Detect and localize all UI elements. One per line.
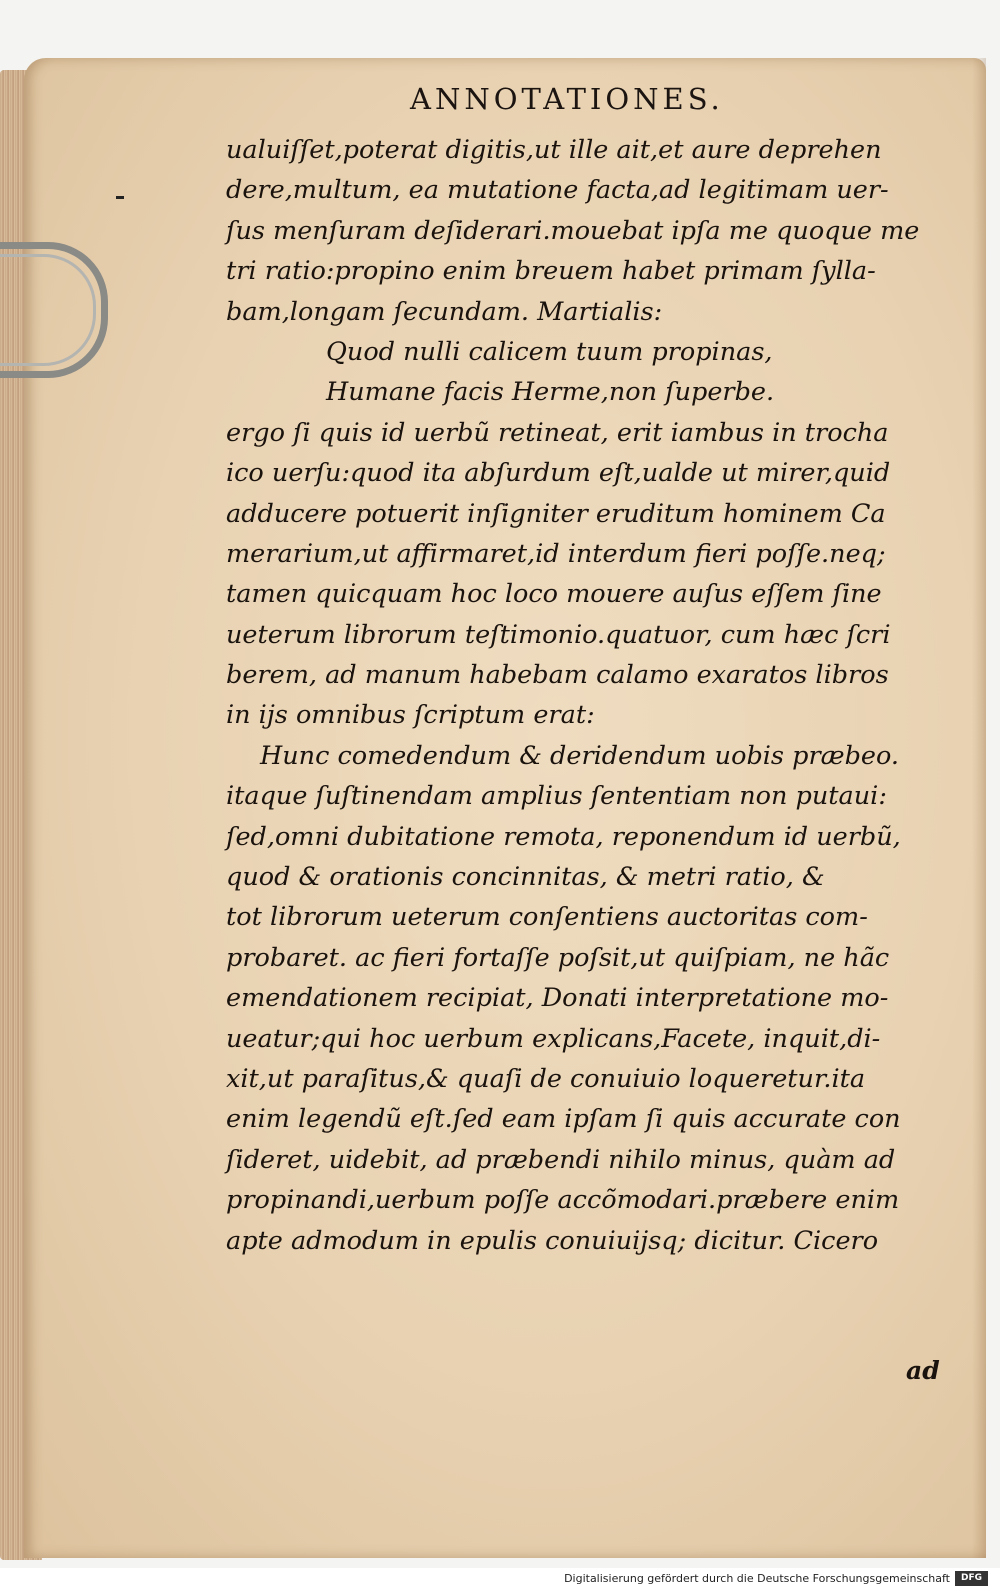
text-line: tot librorum ueterum conſentiens auctoritas com- xyxy=(226,902,868,933)
text-line: ueatur;qui hoc uerbum explicans,Facete, inquit,di- xyxy=(226,1023,881,1054)
funding-credit: Digitalisierung gefördert durch die Deutsche Forschungsgemeinschaft xyxy=(564,1572,950,1585)
text-line: apte admodum in epulis conuiuijsq; dicitur. Cicero xyxy=(226,1225,879,1256)
text-line: ergo ſi quis id uerbũ retineat, erit iambus in trocha xyxy=(226,417,889,448)
text-line: ico uerſu:quod ita abſurdum eſt,ualde ut mirer,quid xyxy=(226,458,891,489)
catchword: ad xyxy=(906,1356,940,1385)
margin-mark xyxy=(116,196,124,199)
text-line: tri ratio:propino enim breuem habet primam ſylla- xyxy=(226,256,876,287)
text-line: quod & orationis concinnitas, & metri ratio, & xyxy=(226,862,825,893)
paper-clip-inner xyxy=(0,254,96,366)
text-line: ualuiſſet,poterat digitis,ut ille ait,et aure deprehen xyxy=(226,135,882,165)
text-line: emendationem recipiat, Donati interpretatione mo- xyxy=(226,983,889,1014)
text-line: itaque ſuſtinendam amplius ſententiam non putaui: xyxy=(226,781,887,812)
body-text xyxy=(226,130,946,1261)
text-line: merarium,ut affirmaret,id interdum fieri poſſe.neq; xyxy=(226,538,886,569)
running-head: ANNOTATIONES. xyxy=(410,82,724,116)
text-line: Hunc comedendum & deridendum uobis præbeo. xyxy=(260,740,900,771)
text-line: ſus menſuram deſiderari.mouebat ipſa me quoque me xyxy=(226,215,920,246)
dfg-logo-icon: DFG xyxy=(955,1571,988,1586)
text-line: ſed,omni dubitatione remota, reponendum id uerbũ, xyxy=(226,821,901,852)
text-line: tamen quicquam hoc loco mouere auſus eſſem ſine xyxy=(226,579,882,610)
text-line: enim legendũ eſt.ſed eam ipſam ſi quis accurate con xyxy=(226,1104,901,1135)
footer-bar xyxy=(0,1568,1000,1591)
page-shadow xyxy=(972,58,986,1558)
text-line: xit,ut paraſitus,& quaſi de conuiuio loqueretur.ita xyxy=(226,1063,866,1094)
text-line: dere,multum, ea mutatione facta,ad legitimam uer- xyxy=(226,175,889,206)
text-line: ſideret, uidebit, ad præbendi nihilo minus, quàm ad xyxy=(226,1144,896,1175)
text-line: berem, ad manum habebam calamo exaratos libros xyxy=(226,660,889,691)
text-line: Humane facis Herme,non ſuperbe. xyxy=(326,377,775,408)
text-line: propinandi,uerbum poſſe accõmodari.præbere enim xyxy=(226,1185,900,1216)
text-line: in ijs omnibus ſcriptum erat: xyxy=(226,700,595,731)
text-line: ueterum librorum teſtimonio.quatuor, cum hæc ſcri xyxy=(226,619,891,650)
text-line: adducere potuerit inſigniter eruditum hominem Ca xyxy=(226,498,886,529)
text-line: Quod nulli calicem tuum propinas, xyxy=(326,336,773,367)
text-line: bam,longam ſecundam. Martialis: xyxy=(226,296,663,327)
text-line: probaret. ac fieri fortaſſe poſsit,ut quiſpiam, ne hãc xyxy=(226,942,890,973)
